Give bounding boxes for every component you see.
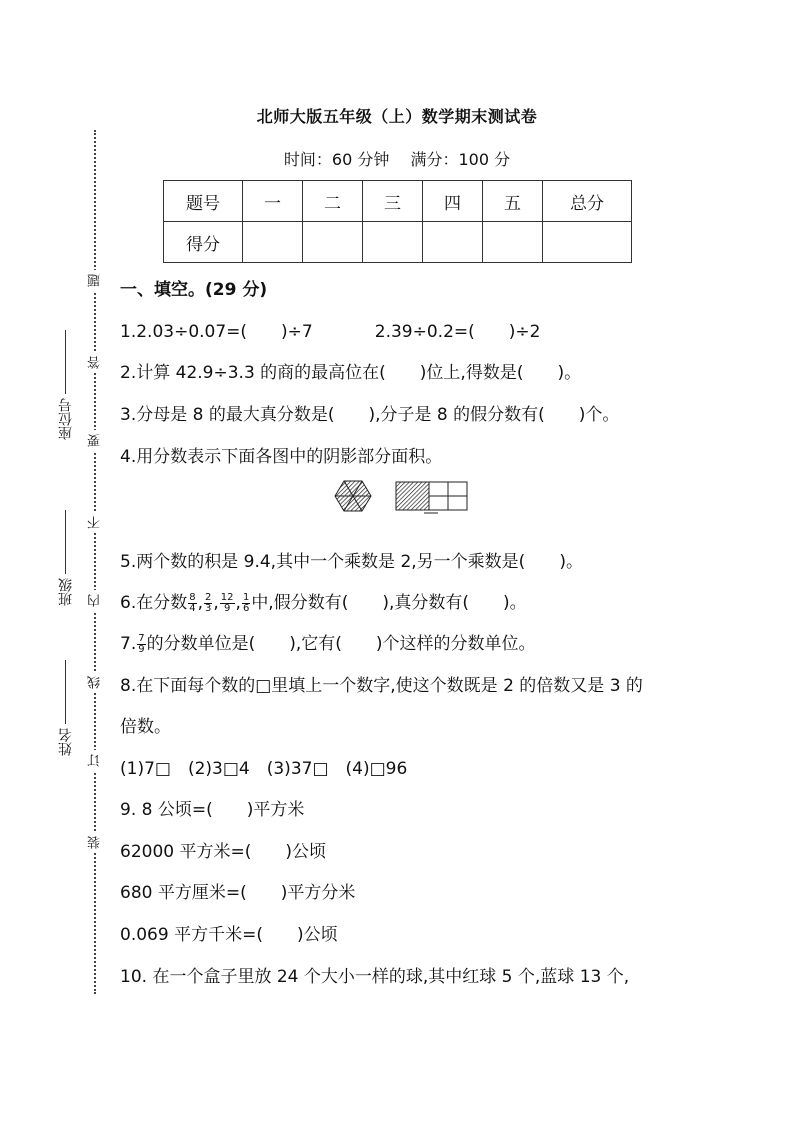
question-6-suffix: 中,假分数有( ),真分数有( )。: [251, 593, 527, 613]
score-input-cell[interactable]: [363, 222, 423, 263]
fraction-denominator: 9: [138, 643, 145, 655]
fraction: [242, 593, 250, 614]
class-blank[interactable]: [66, 510, 67, 574]
question-9c: 680 平方厘米=( )平方分米: [120, 883, 356, 903]
question-1a: 1.2.03÷0.07=( )÷7: [120, 322, 313, 342]
score-cell: 三: [363, 181, 423, 222]
fraction-denominator: 4: [189, 602, 196, 614]
question-8-line1: 8.在下面每个数的□里填上一个数字,使这个数既是 2 的倍数又是 3 的: [120, 676, 643, 696]
question-5: 5.两个数的积是 9.4,其中一个乘数是 2,另一个乘数是( )。: [120, 552, 583, 572]
question-8-line2: 倍数。: [120, 717, 171, 737]
fraction-denominator: 3: [205, 602, 212, 614]
question-9d: 0.069 平方千米=( )公顷: [120, 925, 338, 945]
exam-time: 时间：60 分钟: [283, 150, 390, 169]
score-cell: 一: [243, 181, 303, 222]
seat-number-label: 座位号: [58, 398, 74, 440]
question-2: 2.计算 42.9÷3.3 的商的最高位在( )位上,得数是( )。: [120, 363, 582, 383]
seat-number-blank[interactable]: [66, 330, 67, 394]
seal-char: 装: [86, 832, 105, 853]
fraction-numerator: 8: [189, 591, 196, 603]
question-1b: 2.39÷0.2=( )÷2: [374, 322, 541, 342]
fraction-numerator: 7: [138, 632, 145, 644]
score-cell: 得分: [164, 222, 243, 263]
seal-char: 要: [86, 430, 105, 451]
question-3: 3.分母是 8 的最大真分数是( ),分子是 8 的假分数有( )个。: [120, 405, 620, 425]
score-input-cell[interactable]: [423, 222, 483, 263]
fraction: [188, 593, 196, 614]
name-field[interactable]: [56, 660, 76, 756]
seal-char: 订: [86, 750, 105, 771]
exam-info: [0, 147, 794, 170]
score-table-header-row: [164, 181, 632, 222]
fraction: [137, 634, 145, 655]
seal-char: 线: [86, 672, 105, 693]
question-9b: 62000 平方米=( )公顷: [120, 842, 326, 862]
fraction-denominator: 9: [223, 602, 231, 614]
question-1: [120, 317, 540, 342]
class-field[interactable]: [56, 510, 76, 606]
name-label: 姓名: [58, 728, 74, 756]
question-4: 4.用分数表示下面各图中的阴影部分面积。: [120, 447, 443, 467]
class-label: 班级: [58, 578, 74, 606]
seat-number-field[interactable]: [56, 330, 76, 440]
score-cell: 四: [423, 181, 483, 222]
seal-char: 内: [86, 590, 105, 611]
score-cell: 题号: [164, 181, 243, 222]
score-cell: 五: [483, 181, 543, 222]
question-8-items: (1)7□ (2)3□4 (3)37□ (4)□96: [120, 759, 408, 779]
score-table-score-row: [164, 222, 632, 263]
section-heading: 一、填空。(29 分): [120, 280, 268, 300]
score-cell: 二: [303, 181, 363, 222]
name-blank[interactable]: [66, 660, 67, 724]
rectangle-figure: [396, 482, 467, 513]
exam-title: 北师大版五年级（上）数学期末测试卷: [256, 107, 538, 126]
shaded-figures-svg: [326, 480, 471, 516]
binding-dotted-line: [94, 130, 96, 994]
fraction-numerator: 1: [242, 591, 250, 603]
question-10: 10. 在一个盒子里放 24 个大小一样的球,其中红球 5 个,蓝球 13 个,: [120, 967, 630, 987]
question-7: [120, 629, 536, 655]
hexagon-figure: [335, 481, 371, 511]
score-input-cell[interactable]: [303, 222, 363, 263]
exam-full-score: 满分：100 分: [410, 150, 511, 169]
question-7-suffix: 的分数单位是( ),它有( )个这样的分数单位。: [146, 634, 536, 654]
fraction-denominator: 6: [242, 602, 250, 614]
score-cell: 总分: [543, 181, 632, 222]
seal-char: 题: [86, 270, 105, 291]
fraction: [220, 593, 235, 614]
fraction-numerator: 12: [220, 591, 234, 603]
score-input-cell[interactable]: [543, 222, 632, 263]
score-input-cell[interactable]: [483, 222, 543, 263]
seal-char: 不: [86, 512, 105, 533]
score-table: [163, 180, 632, 263]
fraction: [204, 593, 212, 614]
question-7-prefix: 7.: [120, 634, 137, 654]
score-input-cell[interactable]: [243, 222, 303, 263]
question-6: 6.在分数 $\frac{8}{4}$ , $\frac{2}{3}$ , $\frac{12}{9}$ , $\frac{1}{6}$ 中,假分数有( ),真分数有( )。: [120, 591, 527, 614]
question-9a: 9. 8 公顷=( )平方米: [120, 800, 305, 820]
seal-char: 答: [86, 352, 105, 373]
shaded-figures: [326, 480, 471, 520]
question-6-prefix: 6.在分数: [120, 593, 188, 613]
fraction-numerator: 2: [205, 591, 212, 603]
